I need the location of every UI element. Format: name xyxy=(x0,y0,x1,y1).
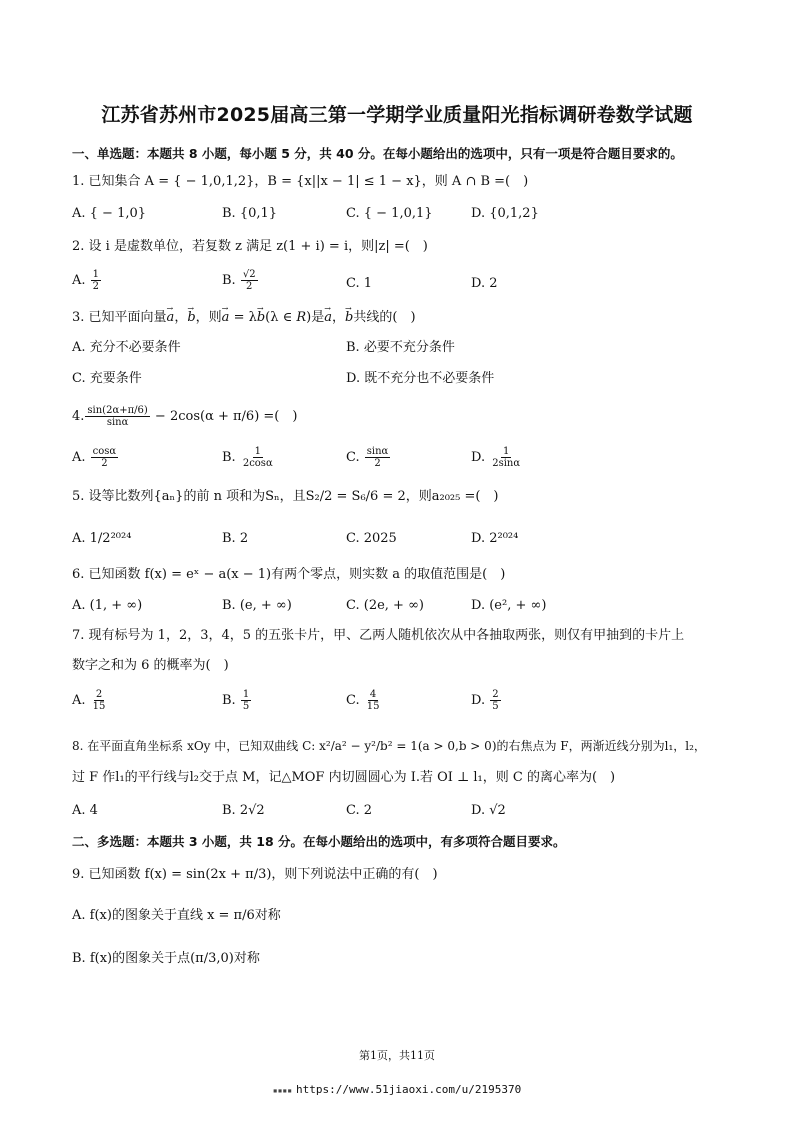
q8-option-a: A. 4 xyxy=(72,803,98,818)
q3-option-d: D. 既不充分也不必要条件 xyxy=(346,371,495,386)
q2-option-d: D. 2 xyxy=(471,276,498,291)
q6-option-c: C. (2e, + ∞) xyxy=(346,598,424,613)
question-7-stem-line2: 数字之和为 6 的概率为( ) xyxy=(72,658,229,673)
q4-b-label: B. xyxy=(222,450,240,465)
q1-option-d: D. {0,1,2} xyxy=(471,206,539,221)
url-prefix-mark: ▪▪▪▪ xyxy=(272,1086,293,1095)
q2-a-den: 2 xyxy=(92,281,100,292)
q7-b-den: 5 xyxy=(242,701,250,712)
q4-d-label: D. xyxy=(471,450,490,465)
q2-option-b xyxy=(222,269,259,292)
page-footer: 第1页，共11页 xyxy=(359,1049,435,1062)
q4-a-num: cosα xyxy=(92,446,117,457)
question-3-stem: 3. 已知平面向量→ a，→ b，则→ a = λ→ b(λ ∈ R)是→ a，→ b共线的( ) xyxy=(72,309,416,327)
q4-b-den: 2cosα xyxy=(242,458,273,469)
q2-option-b-fraction xyxy=(241,269,258,292)
q3-stem-part-b: ，则 xyxy=(195,310,222,325)
q9-option-a: A. f(x)的图象关于直线 x = π/6对称 xyxy=(72,908,281,923)
q6-option-d: D. (e², + ∞) xyxy=(471,598,547,613)
q2-option-a xyxy=(72,269,102,292)
q7-c-num: 4 xyxy=(369,689,377,700)
q2-option-b-label: B. xyxy=(222,273,240,288)
q2-b-den: 2 xyxy=(246,281,253,292)
q3-stem-part-d: 共线的( ) xyxy=(353,310,416,325)
source-url[interactable]: https://www.51jiaoxi.com/u/2195370 xyxy=(296,1083,522,1096)
q8-option-d: D. √2 xyxy=(471,803,506,818)
q5-option-d: D. 2²⁰²⁴ xyxy=(471,531,519,546)
question-8-stem-line1: 8. 在平面直角坐标系 xOy 中，已知双曲线 C: x²/a² − y²/b² = 1(a > 0,b > 0)的右焦点为 F，两渐近线分别为l₁，l₂， xyxy=(72,739,706,753)
q5-option-b: B. 2 xyxy=(222,531,249,546)
q7-option-c xyxy=(346,689,382,712)
section-multiple-choice: 二、多选题：本题共 3 小题，共 18 分。在每小题给出的选项中，有多项符合题目要求。 xyxy=(72,834,566,849)
q4-option-a xyxy=(72,446,119,469)
question-7-stem-line1: 7. 现有标号为 1，2，3，4，5 的五张卡片，甲、乙两人随机依次从中各抽取两张，则仅有甲抽到的卡片上 xyxy=(72,628,685,643)
q4-a-label: A. xyxy=(72,450,90,465)
q2-option-c: C. 1 xyxy=(346,276,373,291)
question-5-stem: 5. 设等比数列{aₙ}的前 n 项和为Sₙ，且S₂/2 = S₆/6 = 2，则a₂₀₂₅ =( ) xyxy=(72,489,499,504)
q4-d-num: 1 xyxy=(502,446,510,457)
q4-stem-rest: − 2cos(α + π/6) =( ) xyxy=(154,409,298,424)
q7-b-num: 1 xyxy=(242,689,250,700)
section-single-choice: 一、单选题：本题共 8 小题，每小题 5 分，共 40 分。在每小题给出的选项中，只有一项是符合题目要求的。 xyxy=(72,146,683,161)
q6-option-b: B. (e, + ∞) xyxy=(222,598,292,613)
q3-stem-part-a: 3. 已知平面向量 xyxy=(72,310,167,325)
q7-a-num: 2 xyxy=(95,689,103,700)
q9-option-b: B. f(x)的图象关于点(π/3,0)对称 xyxy=(72,951,260,966)
q7-d-den: 5 xyxy=(492,701,499,712)
q8-option-c: C. 2 xyxy=(346,803,373,818)
q4-b-num: 1 xyxy=(254,446,261,457)
q3-stem-part-c: 是 xyxy=(311,310,325,325)
q5-option-a: A. 1/2²⁰²⁴ xyxy=(72,531,132,546)
q3-option-b: B. 必要不充分条件 xyxy=(346,340,455,355)
q7-c-label: C. xyxy=(346,693,364,708)
q2-a-num: 1 xyxy=(92,269,100,280)
q3-option-a: A. 充分不必要条件 xyxy=(72,340,181,355)
q3-option-c: C. 充要条件 xyxy=(72,371,142,386)
q7-c-den: 15 xyxy=(366,701,380,712)
question-1-stem: 1. 已知集合 A = { − 1,0,1,2}，B = {x||x − 1| ≤ 1 − x}，则 A ∩ B =( ) xyxy=(72,174,529,189)
q7-d-label: D. xyxy=(471,693,490,708)
q7-option-d xyxy=(471,689,502,712)
question-8-stem-line2: 过 F 作l₁的平行线与l₂交于点 M，记△MOF 内切圆圆心为 I.若 OI ⊥ l₁，则 C 的离心率为( ) xyxy=(72,770,616,785)
q4-option-b xyxy=(222,446,276,469)
source-url-line xyxy=(0,1083,794,1096)
q5-option-c: C. 2025 xyxy=(346,531,397,546)
q4-den: sinα xyxy=(106,417,129,428)
q4-c-den: 2 xyxy=(374,458,381,469)
q4-num: sin(2α+π/6) xyxy=(87,405,148,416)
q4-number: 4. xyxy=(72,409,85,424)
q7-a-label: A. xyxy=(72,693,90,708)
question-9-stem: 9. 已知函数 f(x) = sin(2x + π/3)，则下列说法中正确的有( ) xyxy=(72,867,438,882)
q1-option-c: C. { − 1,0,1} xyxy=(346,206,433,221)
q2-option-a-fraction xyxy=(91,269,101,292)
exam-title: 江苏省苏州市2025届高三第一学期学业质量阳光指标调研卷数学试题 xyxy=(101,104,693,126)
q4-c-num: sinα xyxy=(366,446,389,457)
q4-c-label: C. xyxy=(346,450,364,465)
q4-d-den: 2sinα xyxy=(492,458,521,469)
q7-a-den: 15 xyxy=(92,701,106,712)
q1-option-a: A. { − 1,0} xyxy=(72,206,147,221)
q7-option-a xyxy=(72,689,108,712)
question-6-stem: 6. 已知函数 f(x) = eˣ − a(x − 1)有两个零点，则实数 a 的取值范围是( ) xyxy=(72,567,506,582)
q4-fraction xyxy=(85,405,149,428)
q7-b-label: B. xyxy=(222,693,240,708)
q6-option-a: A. (1, + ∞) xyxy=(72,598,143,613)
q4-option-c xyxy=(346,446,391,469)
question-2-stem: 2. 设 i 是虚数单位，若复数 z 满足 z(1 + i) = i，则|z| =( ) xyxy=(72,239,428,254)
q8-option-b: B. 2√2 xyxy=(222,803,265,818)
q4-a-den: 2 xyxy=(101,458,108,469)
question-4-stem xyxy=(72,405,297,428)
q2-option-a-label: A. xyxy=(72,273,90,288)
q1-option-b: B. {0,1} xyxy=(222,206,278,221)
q2-b-num: √2 xyxy=(242,269,256,280)
q7-option-b xyxy=(222,689,252,712)
q7-d-num: 2 xyxy=(492,689,499,700)
q4-option-d xyxy=(471,446,523,469)
